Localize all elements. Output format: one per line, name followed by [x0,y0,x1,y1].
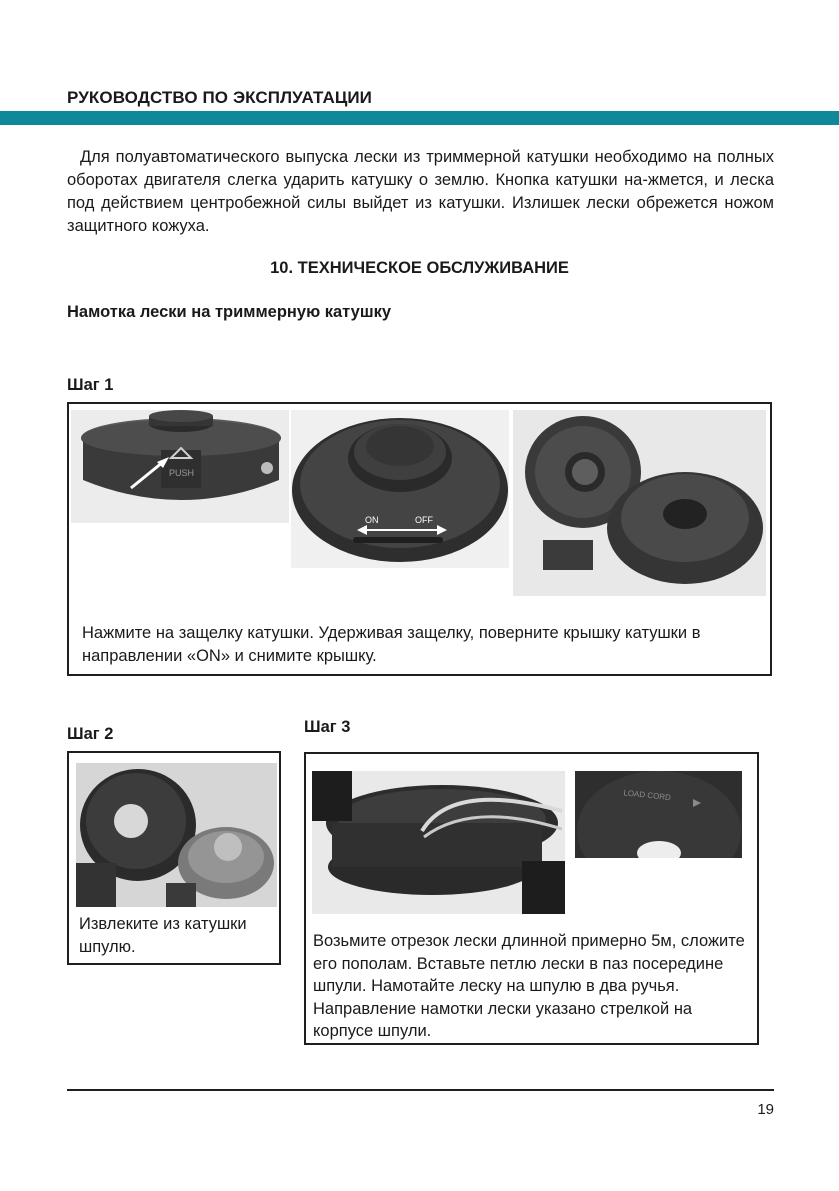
step3-box [304,752,759,1045]
step3-photo-line-loop [312,771,565,914]
step1-photo-spool-top [291,410,509,568]
step1-label: Шаг 1 [67,376,114,394]
step3-caption: Возьмите отрезок лески длинной примерно 5м, сложите его пополам. Вставьте петлю лески в паз посередине шпули. Намотайте леску на шпулю в два ручья. Направление намотки лески указано стрелкой на корпусе шпули. [313,932,745,1040]
step1-photo-spool-side [71,410,289,523]
page-header-title: РУКОВОДСТВО ПО ЭКСПЛУАТАЦИИ [67,88,372,107]
step3-photo-load-cord [575,771,742,858]
header-accent-bar [0,111,839,125]
intro-paragraph: Для полуавтоматического выпуска лески из триммерной катушки необходимо на полных оборотах двигателя слегка ударить катушку о землю. Кнопка катушки на-жмется, и леска под действием центробежной силы выйдет из катушки. Излишек лески обрежется ножом защитного кожуха. [67,148,774,235]
step2-photo-spool-parts [76,763,277,907]
page-number: 19 [757,1101,774,1118]
subsection-title: Намотка лески на триммерную катушку [67,303,392,321]
load-cord-label: LOAD CORD [622,788,672,803]
step1-photo-spool-open [513,410,766,596]
step2-caption: Извлеките из катушки шпулю. [79,915,247,956]
off-label: OFF [415,515,433,525]
step2-label: Шаг 2 [67,725,114,743]
footer-divider [67,1089,774,1091]
section-title: 10. ТЕХНИЧЕСКОЕ ОБСЛУЖИВАНИЕ [270,259,569,277]
push-label: PUSH [169,468,195,478]
on-label: ON [365,515,379,525]
step2-box [67,751,281,965]
step1-caption: Нажмите на защелку катушки. Удерживая защелку, поверните крышку катушки в направлении «ON» и снимите крышку. [82,624,701,665]
step3-label: Шаг 3 [304,718,351,736]
step1-box [67,402,772,676]
